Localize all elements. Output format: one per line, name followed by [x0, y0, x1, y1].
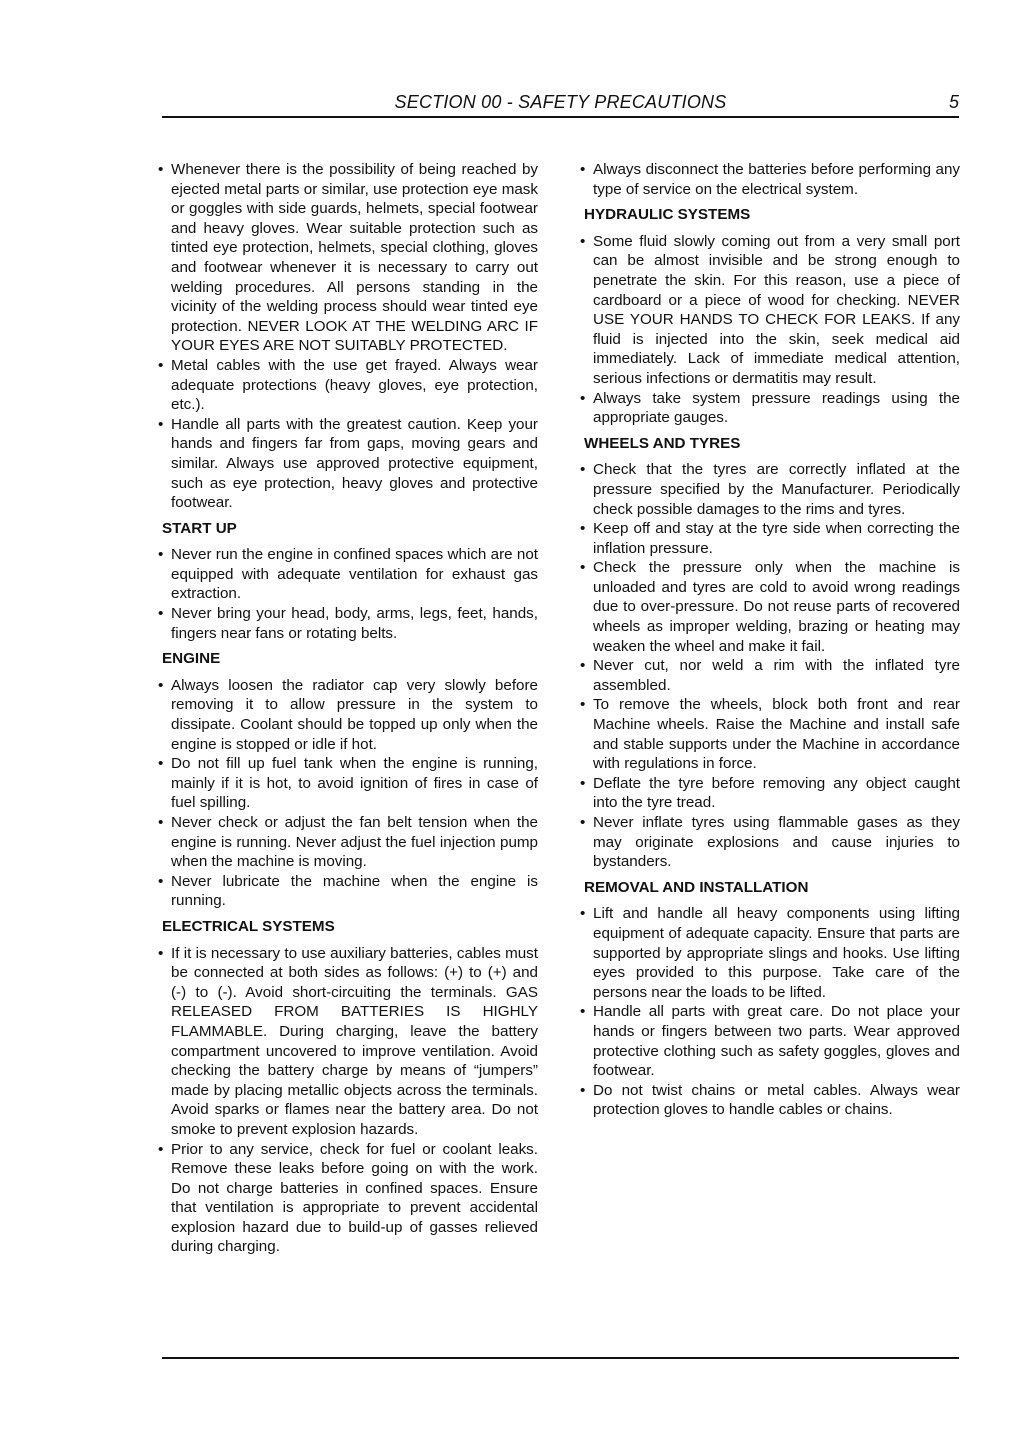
list-item: • Metal cables with the use get frayed. Always wear adequate protections (heavy gloves, eye protection, etc.).	[158, 356, 538, 415]
right-column	[580, 160, 960, 1120]
list-item: • Check the pressure only when the machine is unloaded and tyres are cold to avoid wrong readings due to over-pressure. Do not reuse parts of recovered wheels as improper welding, brazing or heating may weaken the wheel and make it fail.	[580, 558, 960, 656]
list-item: • Never cut, nor weld a rim with the inflated tyre assembled.	[580, 656, 960, 695]
list-item: • Some fluid slowly coming out from a very small port can be almost invisible and be strong enough to penetrate the skin. For this reason, use a piece of cardboard or a piece of wood for checking. NEVER USE YOUR HANDS TO CHECK FOR LEAKS. If any fluid is injected into the skin, seek medical aid immediately. Lack of immediate medical attention, serious infections or dermatitis may result.	[580, 232, 960, 389]
heading-electrical-systems: ELECTRICAL SYSTEMS	[162, 917, 335, 935]
list-item: • Never run the engine in confined spaces which are not equipped with adequate ventilation for exhaust gas extraction.	[158, 545, 538, 604]
list-item: • To remove the wheels, block both front and rear Machine wheels. Raise the Machine and install safe and stable supports under the Machine in accordance with regulations in force.	[580, 695, 960, 773]
list-item: • Do not twist chains or metal cables. Always wear protection gloves to handle cables or chains.	[580, 1081, 960, 1120]
heading-wheels-and-tyres: WHEELS AND TYRES	[584, 434, 741, 452]
left-column	[158, 160, 538, 1257]
list-item: • Whenever there is the possibility of being reached by ejected metal parts or similar, use protection eye mask or goggles with side guards, helmets, special footwear and heavy gloves. Wear suitable protection such as tinted eye protection, helmets, special clothing, gloves and footwear whenever it is necessary to carry out welding procedures. All persons standing in the vicinity of the welding process should wear tinted eye protection. NEVER LOOK AT THE WELDING ARC IF YOUR EYES ARE NOT SUITABLY PROTECTED.	[158, 160, 538, 356]
heading-start-up: START UP	[162, 519, 237, 537]
footer-rule	[162, 1357, 959, 1359]
list-item: • Check that the tyres are correctly inflated at the pressure specified by the Manufacturer. Periodically check possible damages to the rims and tyres.	[580, 460, 960, 519]
page-number: 5	[948, 92, 959, 112]
list-item: • Deflate the tyre before removing any object caught into the tyre tread.	[580, 774, 960, 813]
list-item: • Always loosen the radiator cap very slowly before removing it to allow pressure in the system to dissipate. Coolant should be topped up only when the engine is stopped or idle if hot.	[158, 676, 538, 754]
list-item: • Never lubricate the machine when the engine is running.	[158, 872, 538, 911]
list-item: • If it is necessary to use auxiliary batteries, cables must be connected at both sides as follows: (+) to (+) and (-) to (-). Avoid short-circuiting the terminals. GAS RELEASED FROM BATTERIES IS HIGHLY FLAMMABLE. During charging, leave the battery compartment uncovered to improve ventilation. Avoid checking the battery charge by means of “jumpers” made by placing metallic objects across the terminals. Avoid sparks or flames near the battery area. Do not smoke to prevent explosion hazards.	[158, 944, 538, 1140]
list-item: • Never check or adjust the fan belt tension when the engine is running. Never adjust the fuel injection pump when the machine is moving.	[158, 813, 538, 872]
section-title: SECTION 00 - SAFETY PRECAUTIONS	[394, 92, 727, 112]
list-item: • Handle all parts with great care. Do not place your hands or fingers between two parts. Wear approved protective clothing such as safety goggles, gloves and footwear.	[580, 1002, 960, 1080]
list-item: • Always take system pressure readings using the appropriate gauges.	[580, 389, 960, 428]
list-item: • Keep off and stay at the tyre side when correcting the inflation pressure.	[580, 519, 960, 558]
heading-engine: ENGINE	[162, 650, 221, 668]
heading-removal-and-installation: REMOVAL AND INSTALLATION	[584, 878, 809, 896]
page-header	[162, 90, 959, 118]
list-item: • Always disconnect the batteries before performing any type of service on the electrical system.	[580, 160, 960, 199]
list-item: • Do not fill up fuel tank when the engine is running, mainly if it is hot, to avoid ignition of fires in case of fuel spilling.	[158, 754, 538, 813]
heading-hydraulic-systems: HYDRAULIC SYSTEMS	[584, 206, 751, 224]
list-item: • Lift and handle all heavy components using lifting equipment of adequate capacity. Ensure that parts are supported by appropriate slings and hooks. Use lifting eyes provided to this purpose. Take care of the persons near the loads to be lifted.	[580, 904, 960, 1002]
list-item: • Handle all parts with the greatest caution. Keep your hands and fingers far from gaps, moving gears and similar. Always use approved protective equipment, such as eye protection, heavy gloves and protective footwear.	[158, 415, 538, 513]
list-item: • Never bring your head, body, arms, legs, feet, hands, fingers near fans or rotating belts.	[158, 604, 538, 643]
list-item: • Prior to any service, check for fuel or coolant leaks. Remove these leaks before going on with the work. Do not charge batteries in confined spaces. Ensure that ventilation is appropriate to prevent accidental explosion hazard due to build-up of gasses relieved during charging.	[158, 1140, 538, 1258]
list-item: • Never inflate tyres using flammable gases as they may originate explosions and cause injuries to bystanders.	[580, 813, 960, 872]
